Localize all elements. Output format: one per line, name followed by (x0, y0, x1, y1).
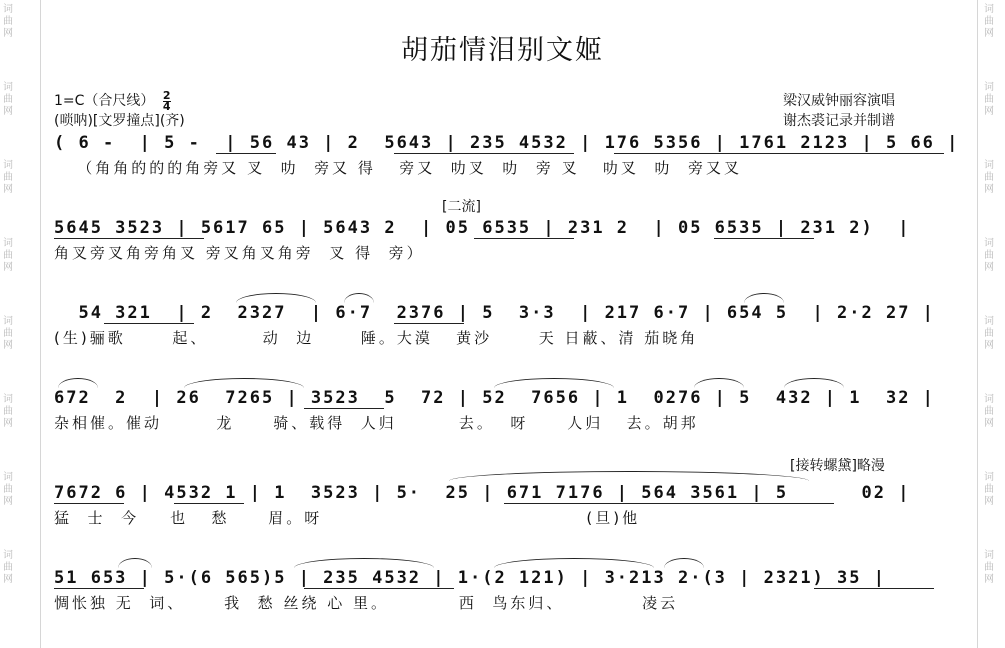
beam-underline (714, 238, 814, 239)
slur-mark (784, 378, 844, 388)
notation-line: 5645 3523 | 5617 65 | 5643 2 | 05 6535 | 231 2 | 05 6535 | 231 2) | (54, 218, 911, 238)
key-signature-line (54, 90, 171, 112)
beam-underline (504, 503, 834, 504)
watermark: 词曲网 (3, 394, 13, 429)
score-row-5 (54, 481, 954, 527)
beam-underline (54, 238, 204, 239)
slur-mark (58, 378, 98, 388)
beam-underline (814, 588, 934, 589)
transcriber-credit: 谢杰裘记录并制谱 (783, 113, 895, 129)
time-signature (162, 88, 171, 113)
left-margin-line (40, 0, 41, 648)
slur-mark (494, 378, 614, 388)
beam-underline (54, 503, 124, 504)
slur-mark (744, 293, 784, 303)
watermark: 词曲网 (3, 82, 13, 117)
time-signature-bottom: 4 (162, 99, 171, 113)
right-watermark-column (983, 0, 1005, 586)
lyrics-line: 角叉旁叉角旁角叉 旁叉角叉角旁 叉 得 旁） (54, 244, 425, 262)
watermark: 词曲网 (984, 160, 994, 195)
watermark: 词曲网 (984, 238, 994, 273)
lyrics-line: (生)骊歌 起、 动 边 陲。大漠 黄沙 天 日蔽、清 茄晓角 (54, 329, 699, 347)
right-margin-line (977, 0, 978, 648)
watermark: 词曲网 (984, 82, 994, 117)
slur-mark (494, 558, 654, 568)
beam-underline (394, 323, 464, 324)
instrument-note: (唢呐)[文罗撞点](齐) (54, 113, 185, 129)
song-title: 胡茄情泪别文姬 (401, 35, 604, 66)
beam-underline (54, 588, 144, 589)
score-row-3 (54, 301, 954, 347)
score-row-1 (54, 131, 960, 177)
beam-underline (614, 153, 944, 154)
slur-mark (118, 558, 152, 568)
lyrics-line: 杂相催。催动 龙 骑、载得 人归 去。 呀 人归 去。胡邦 (54, 414, 699, 432)
beam-underline (104, 323, 194, 324)
lyrics-line: 猛 士 今 也 愁 眉。呀 (旦)他 (54, 509, 641, 527)
beam-underline (174, 503, 244, 504)
watermark: 词曲网 (984, 550, 994, 585)
slur-mark (694, 378, 744, 388)
watermark: 词曲网 (3, 550, 13, 585)
notation-line: 51 653 | 5·(6 565)5 | 235 4532 | 1·(2 121) | 3·213 2·(3 | 2321) 35 | (54, 568, 886, 588)
lyrics-line: （角角的的的角旁又 叉 叻 旁又 得 旁又 叻叉 叻 旁 叉 叻叉 叻 旁又叉 (54, 159, 742, 177)
score-row-4 (54, 386, 954, 432)
slur-mark (184, 378, 304, 388)
watermark: 词曲网 (984, 394, 994, 429)
left-watermark-column (2, 0, 26, 586)
slur-mark (294, 558, 434, 568)
watermark: 词曲网 (3, 4, 13, 39)
beam-underline (304, 588, 454, 589)
watermark: 词曲网 (3, 472, 13, 507)
score-row-6 (54, 566, 954, 612)
notation-line: ( 6 - | 5 - | 56 43 | 2 5643 | 235 4532 | 176 5356 | 1761 2123 | 5 66 | (54, 133, 960, 153)
key-signature: 1=C（合尺线） (54, 93, 155, 109)
watermark: 词曲网 (984, 316, 994, 351)
watermark: 词曲网 (3, 160, 13, 195)
section-tag: [接转螺黛]略漫 (790, 458, 885, 474)
notation-line: 54 321 | 2 2327 | 6·7 2376 | 5 3·3 | 217 6·7 | 654 5 | 2·2 27 | (54, 303, 935, 323)
notation-line: 672 2 | 26 7265 | 3523 5 72 | 52 7656 | 1 0276 | 5 432 | 1 32 | (54, 388, 935, 408)
lyrics-line: 惆怅独 无 词、 我 愁 丝绕 心 里。 西 鸟东归、 凌云 (54, 594, 679, 612)
time-signature-top: 2 (162, 88, 171, 102)
beam-underline (474, 238, 574, 239)
watermark: 词曲网 (984, 4, 994, 39)
slur-mark (664, 558, 704, 568)
watermark: 词曲网 (3, 316, 13, 351)
beam-underline (304, 408, 384, 409)
performers-credit: 梁汉威钟丽容演唱 (783, 93, 895, 109)
watermark: 词曲网 (3, 238, 13, 273)
watermark: 词曲网 (984, 472, 994, 507)
section-tag: [二流] (442, 199, 481, 215)
slur-mark (449, 471, 809, 481)
slur-mark (236, 293, 316, 303)
beam-underline (216, 153, 276, 154)
beam-underline (394, 153, 574, 154)
notation-line: 7672 6 | 4532 1 | 1 3523 | 5· 25 | 671 7176 | 564 3561 | 5 02 | (54, 483, 911, 503)
slur-mark (344, 293, 374, 303)
score-row-2 (54, 216, 954, 262)
